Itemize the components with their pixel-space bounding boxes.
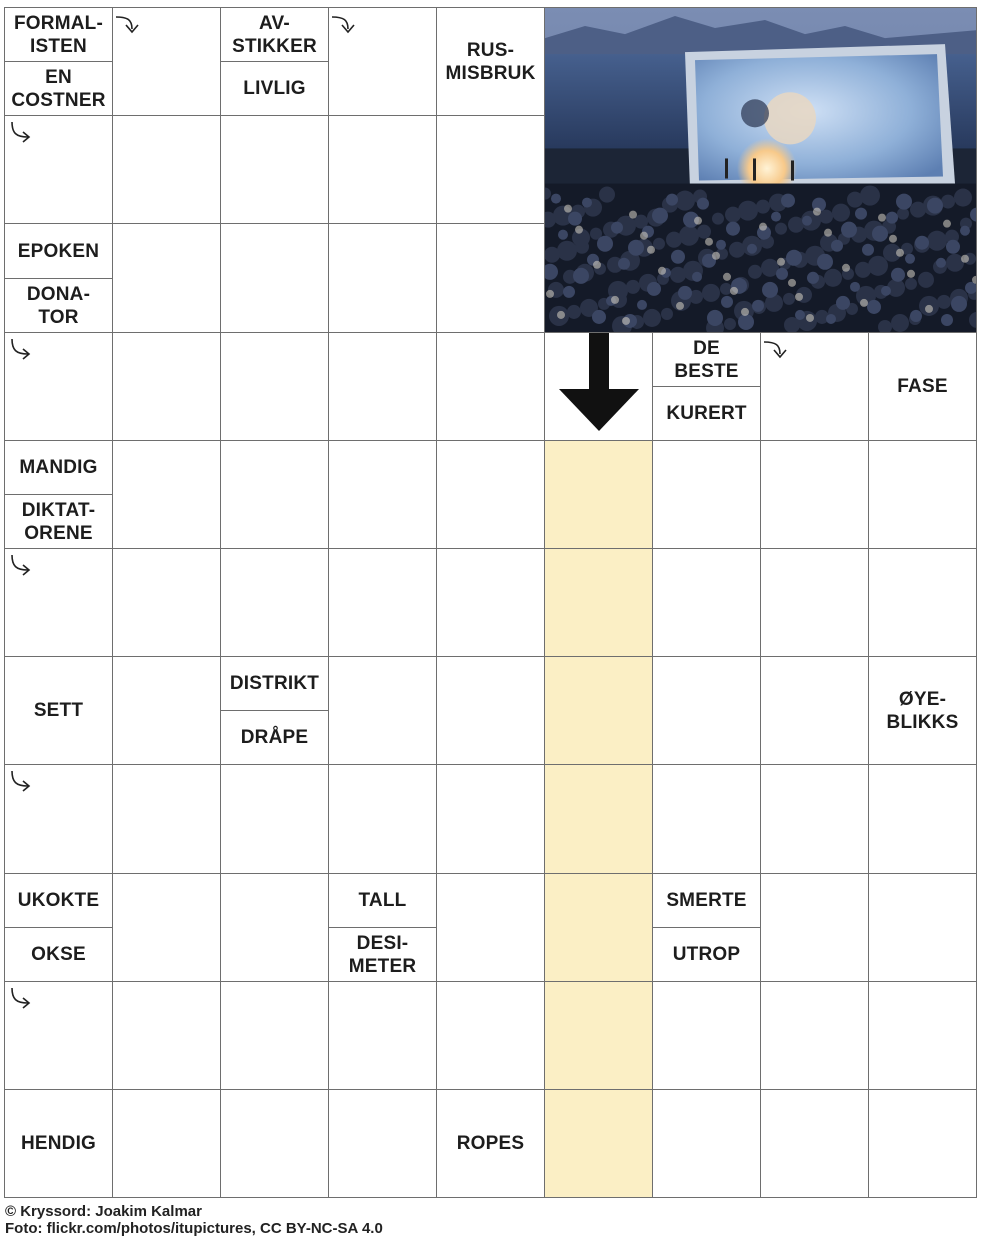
answer-cell[interactable] bbox=[220, 764, 329, 874]
answer-cell[interactable] bbox=[760, 981, 869, 1090]
answer-cell[interactable] bbox=[328, 115, 437, 224]
answer-cell[interactable] bbox=[868, 440, 977, 549]
answer-cell[interactable] bbox=[760, 873, 869, 982]
clue-cell: AV- STIKKER bbox=[220, 7, 329, 62]
crossword-credit: © Kryssord: Joakim Kalmar bbox=[5, 1203, 202, 1220]
answer-cell[interactable] bbox=[4, 548, 113, 657]
answer-cell[interactable] bbox=[328, 764, 437, 874]
answer-cell[interactable] bbox=[436, 656, 545, 765]
answer-cell[interactable] bbox=[436, 115, 545, 224]
answer-cell[interactable] bbox=[328, 223, 437, 333]
clue-cell: ØYE- BLIKKS bbox=[868, 656, 977, 765]
clue-cell: DE BESTE bbox=[652, 332, 761, 387]
answer-cell[interactable] bbox=[760, 332, 869, 441]
answer-cell[interactable] bbox=[760, 656, 869, 765]
answer-cell[interactable] bbox=[4, 764, 113, 874]
answer-cell[interactable] bbox=[112, 223, 221, 333]
answer-cell[interactable] bbox=[112, 440, 221, 549]
answer-cell[interactable] bbox=[328, 440, 437, 549]
big-down-arrow-icon bbox=[545, 333, 653, 441]
solution-cell[interactable] bbox=[544, 981, 653, 1090]
answer-cell[interactable] bbox=[112, 656, 221, 765]
crossword-grid bbox=[4, 7, 976, 1195]
answer-cell[interactable] bbox=[436, 548, 545, 657]
answer-cell[interactable] bbox=[328, 981, 437, 1090]
answer-cell[interactable] bbox=[220, 440, 329, 549]
answer-cell[interactable] bbox=[652, 1089, 761, 1198]
clue-cell: FORMAL- ISTEN bbox=[4, 7, 113, 62]
answer-cell[interactable] bbox=[760, 440, 869, 549]
answer-cell[interactable] bbox=[760, 548, 869, 657]
answer-cell[interactable] bbox=[436, 764, 545, 874]
answer-cell[interactable] bbox=[220, 548, 329, 657]
answer-cell[interactable] bbox=[328, 332, 437, 441]
clue-cell: RUS- MISBRUK bbox=[436, 7, 545, 116]
clue-cell: DIKTAT- ORENE bbox=[4, 494, 113, 549]
clue-cell: HENDIG bbox=[4, 1089, 113, 1198]
answer-cell[interactable] bbox=[4, 981, 113, 1090]
clue-cell: UTROP bbox=[652, 927, 761, 982]
solution-cell[interactable] bbox=[544, 873, 653, 982]
solution-cell[interactable] bbox=[544, 656, 653, 765]
clue-cell: FASE bbox=[868, 332, 977, 441]
answer-cell[interactable] bbox=[112, 332, 221, 441]
answer-cell[interactable] bbox=[112, 1089, 221, 1198]
answer-cell[interactable] bbox=[868, 764, 977, 874]
answer-cell[interactable] bbox=[220, 223, 329, 333]
answer-cell[interactable] bbox=[436, 873, 545, 982]
solution-cell[interactable] bbox=[544, 764, 653, 874]
clue-cell: EPOKEN bbox=[4, 223, 113, 279]
clue-cell: SETT bbox=[4, 656, 113, 765]
answer-cell[interactable] bbox=[868, 548, 977, 657]
clue-cell: UKOKTE bbox=[4, 873, 113, 928]
answer-cell[interactable] bbox=[220, 115, 329, 224]
answer-cell[interactable] bbox=[436, 332, 545, 441]
answer-cell[interactable] bbox=[112, 7, 221, 116]
clue-cell: DISTRIKT bbox=[220, 656, 329, 711]
clue-cell: ROPES bbox=[436, 1089, 545, 1198]
answer-cell[interactable] bbox=[328, 1089, 437, 1198]
answer-cell[interactable] bbox=[112, 764, 221, 874]
answer-cell[interactable] bbox=[220, 873, 329, 982]
answer-cell[interactable] bbox=[652, 981, 761, 1090]
photo-credit: Foto: flickr.com/photos/itupictures, CC BY-NC-SA 4.0 bbox=[5, 1220, 383, 1237]
answer-cell[interactable] bbox=[436, 981, 545, 1090]
answer-cell[interactable] bbox=[328, 656, 437, 765]
clue-cell: KURERT bbox=[652, 386, 761, 441]
clue-cell: LIVLIG bbox=[220, 61, 329, 116]
solution-cell[interactable] bbox=[544, 1089, 653, 1198]
solution-cell[interactable] bbox=[544, 548, 653, 657]
clue-cell: DONA- TOR bbox=[4, 278, 113, 333]
answer-cell[interactable] bbox=[436, 440, 545, 549]
solution-cell[interactable] bbox=[544, 440, 653, 549]
answer-cell[interactable] bbox=[868, 873, 977, 982]
answer-cell[interactable] bbox=[328, 7, 437, 116]
answer-cell[interactable] bbox=[220, 332, 329, 441]
clue-cell: MANDIG bbox=[4, 440, 113, 495]
answer-cell[interactable] bbox=[652, 764, 761, 874]
answer-cell[interactable] bbox=[112, 548, 221, 657]
answer-cell[interactable] bbox=[436, 223, 545, 333]
answer-cell[interactable] bbox=[220, 981, 329, 1090]
answer-cell[interactable] bbox=[112, 115, 221, 224]
answer-cell[interactable] bbox=[652, 548, 761, 657]
answer-cell[interactable] bbox=[760, 1089, 869, 1198]
outdoor-cinema-photo bbox=[544, 7, 977, 333]
credits bbox=[5, 1203, 383, 1237]
answer-cell[interactable] bbox=[112, 873, 221, 982]
answer-cell[interactable] bbox=[4, 115, 113, 224]
big-down-arrow-cell bbox=[544, 332, 653, 441]
answer-cell[interactable] bbox=[652, 656, 761, 765]
answer-cell[interactable] bbox=[4, 332, 113, 441]
answer-cell[interactable] bbox=[868, 981, 977, 1090]
answer-cell[interactable] bbox=[760, 764, 869, 874]
clue-cell: DRÅPE bbox=[220, 710, 329, 765]
answer-cell[interactable] bbox=[868, 1089, 977, 1198]
answer-cell[interactable] bbox=[112, 981, 221, 1090]
answer-cell[interactable] bbox=[328, 548, 437, 657]
clue-cell: TALL bbox=[328, 873, 437, 928]
clue-cell: SMERTE bbox=[652, 873, 761, 928]
clue-cell: OKSE bbox=[4, 927, 113, 982]
answer-cell[interactable] bbox=[220, 1089, 329, 1198]
clue-cell: DESI- METER bbox=[328, 927, 437, 982]
answer-cell[interactable] bbox=[652, 440, 761, 549]
clue-cell: EN COSTNER bbox=[4, 61, 113, 116]
